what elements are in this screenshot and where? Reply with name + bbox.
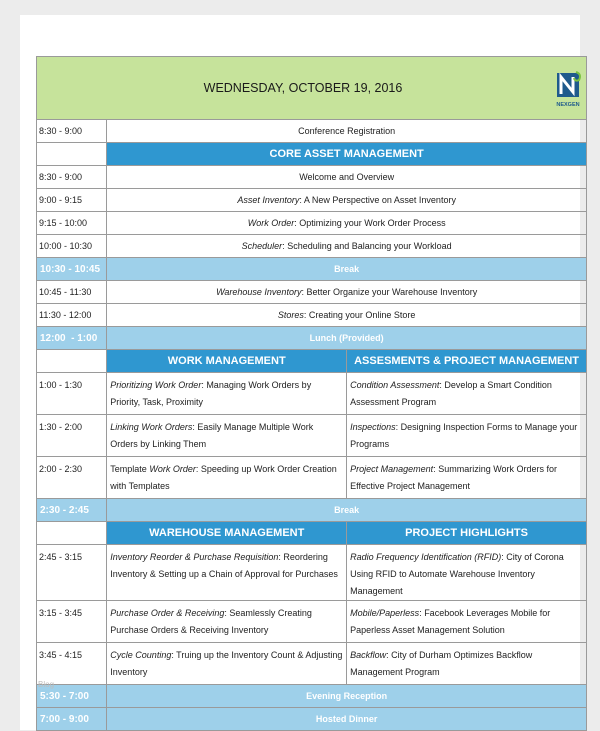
time-cell: 1:00 - 1:30 bbox=[37, 373, 107, 415]
track-session-row bbox=[37, 457, 587, 499]
agenda-header-row bbox=[37, 57, 587, 120]
session-title: Work Order: Optimizing your Work Order Process bbox=[107, 212, 587, 235]
time-cell: 10:00 - 10:30 bbox=[37, 235, 107, 258]
session-right: Mobile/Paperless: Facebook Leverages Mobile for Paperless Asset Management Solution bbox=[347, 601, 587, 643]
track-session-row bbox=[37, 643, 587, 685]
svg-text:NEXGEN: NEXGEN bbox=[556, 102, 580, 108]
agenda-row bbox=[37, 189, 587, 212]
time-cell: 9:00 - 9:15 bbox=[37, 189, 107, 212]
date-text: WEDNESDAY, OCTOBER 19, 2016 bbox=[203, 81, 403, 95]
session-right: Condition Assessment: Develop a Smart Condition Assessment Program bbox=[347, 373, 587, 415]
track-session-row bbox=[37, 415, 587, 457]
time-cell: 8:30 - 9:00 bbox=[37, 166, 107, 189]
session-left: Cycle Counting: Truing up the Inventory Count & Adjusting Inventory bbox=[107, 643, 347, 685]
agenda-row bbox=[37, 235, 587, 258]
time-cell: 10:45 - 11:30 bbox=[37, 281, 107, 304]
session-right: Backflow: City of Durham Optimizes Backflow Management Program bbox=[347, 643, 587, 685]
time-cell: 2:45 - 3:15 bbox=[37, 545, 107, 601]
agenda-row bbox=[37, 212, 587, 235]
agenda-row bbox=[37, 304, 587, 327]
session-left: Purchase Order & Receiving: Seamlessly Creating Purchase Orders & Receiving Inventory bbox=[107, 601, 347, 643]
break-title: Break bbox=[107, 499, 587, 522]
section-header-row bbox=[37, 143, 587, 166]
session-left: Linking Work Orders: Easily Manage Multiple Work Orders by Linking Them bbox=[107, 415, 347, 457]
session-title: Scheduler: Scheduling and Balancing your Workload bbox=[107, 235, 587, 258]
agenda-row bbox=[37, 120, 587, 143]
time-cell: 10:30 - 10:45 bbox=[37, 258, 107, 281]
track-session-row bbox=[37, 545, 587, 601]
section-title: CORE ASSET MANAGEMENT bbox=[107, 143, 587, 166]
time-cell: 5:30 - 7:00 bbox=[37, 685, 107, 708]
time-cell: 12:00 - 1:00 bbox=[37, 327, 107, 350]
session-right: Project Management: Summarizing Work Orders for Effective Project Management bbox=[347, 457, 587, 499]
agenda-row bbox=[37, 166, 587, 189]
track-header-row bbox=[37, 522, 587, 545]
track-session-row bbox=[37, 601, 587, 643]
session-title: Conference Registration bbox=[107, 120, 587, 143]
evening-row bbox=[37, 685, 587, 708]
session-left: Prioritizing Work Order: Managing Work Orders by Priority, Task, Proximity bbox=[107, 373, 347, 415]
track-header-row bbox=[37, 350, 587, 373]
document-page bbox=[20, 15, 580, 730]
session-right: Radio Frequency Identification (RFID): City of Corona Using RFID to Automate Warehouse Inventory Management bbox=[347, 545, 587, 601]
lunch-title: Lunch (Provided) bbox=[107, 327, 587, 350]
time-cell: 7:00 - 9:00 bbox=[37, 708, 107, 731]
session-title: Stores: Creating your Online Store bbox=[107, 304, 587, 327]
evening-row bbox=[37, 708, 587, 731]
session-title: Welcome and Overview bbox=[107, 166, 587, 189]
track-header-left: WORK MANAGEMENT bbox=[107, 350, 347, 373]
time-cell: 11:30 - 12:00 bbox=[37, 304, 107, 327]
session-title: Asset Inventory: A New Perspective on Asset Inventory bbox=[107, 189, 587, 212]
time-cell: 3:45 - 4:15 bbox=[37, 643, 107, 685]
agenda-date-title bbox=[37, 57, 587, 120]
time-cell: 2:00 - 2:30 bbox=[37, 457, 107, 499]
evening-title: Evening Reception bbox=[107, 685, 587, 708]
track-header-left: WAREHOUSE MANAGEMENT bbox=[107, 522, 347, 545]
session-left: Inventory Reorder & Purchase Requisition: Reordering Inventory & Setting up a Chain of Approval for Purchases bbox=[107, 545, 347, 601]
agenda-row bbox=[37, 281, 587, 304]
time-cell: 2:30 - 2:45 bbox=[37, 499, 107, 522]
track-session-row bbox=[37, 373, 587, 415]
track-header-right: PROJECT HIGHLIGHTS bbox=[347, 522, 587, 545]
break-row bbox=[37, 499, 587, 522]
time-cell: 8:30 - 9:00 bbox=[37, 120, 107, 143]
evening-title: Hosted Dinner bbox=[107, 708, 587, 731]
time-cell: 1:30 - 2:00 bbox=[37, 415, 107, 457]
lunch-row bbox=[37, 327, 587, 350]
agenda-table bbox=[36, 56, 587, 731]
watermark-text: Blog bbox=[38, 680, 55, 689]
break-title: Break bbox=[107, 258, 587, 281]
session-title: Warehouse Inventory: Better Organize your Warehouse Inventory bbox=[107, 281, 587, 304]
session-right: Inspections: Designing Inspection Forms to Manage your Programs bbox=[347, 415, 587, 457]
nexgen-logo-icon bbox=[554, 70, 582, 110]
break-row bbox=[37, 258, 587, 281]
time-cell: 3:15 - 3:45 bbox=[37, 601, 107, 643]
time-cell: 9:15 - 10:00 bbox=[37, 212, 107, 235]
session-left: Template Work Order: Speeding up Work Order Creation with Templates bbox=[107, 457, 347, 499]
track-header-right: ASSESMENTS & PROJECT MANAGEMENT bbox=[347, 350, 587, 373]
